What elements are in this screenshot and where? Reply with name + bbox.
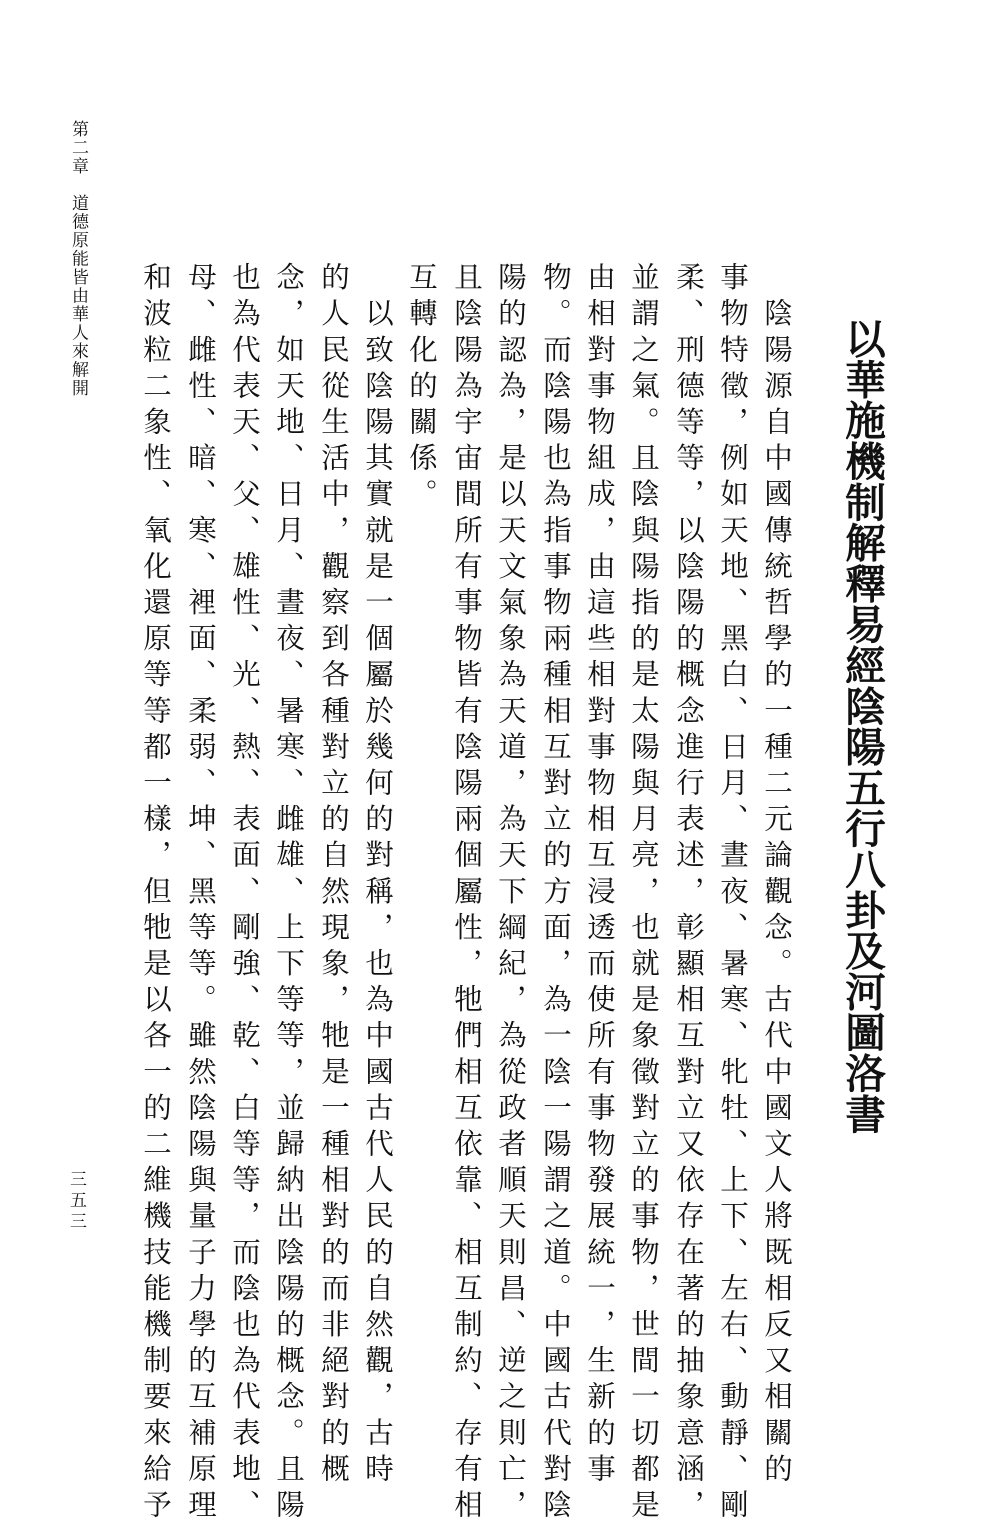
body-line-2: 事物特徵，例如天地、黑白、日月、晝夜、暑寒、牝牡、上下、左右、動靜、剛 [716,262,749,1526]
body-line-5: 由相對事物組成，由這些相對事物相互浸透而使所有事物發展統一，生新的事 [583,262,616,1490]
running-header: 第二章 道德原能皆由華人來解開 [68,120,88,398]
page-number: 三五三 [66,1170,86,1233]
body-line-11: 的人民從生活中，觀察到各種對立的自然現象，牠是一種相對的而非絕對的概 [317,262,350,1490]
body-line-6: 物。而陰陽也為指事物兩種相互對立的方面，為一陰一陽謂之道。中國古代對陰 [539,262,572,1526]
body-line-10: 以致陰陽其實就是一個屬於幾何的對稱，也為中國古代人民的自然觀，古時 [361,262,394,1490]
body-line-12: 念，如天地、日月、晝夜、暑寒、雌雄、上下等等，並歸納出陰陽的概念。且陽 [272,262,305,1526]
body-line-4: 並謂之氣。且陰與陽指的是太陽與月亮，也就是象徵對立的事物，世間一切都是 [627,262,660,1526]
body-line-13: 也為代表天、父、雄性、光、熱、表面、剛強、乾、白等等，而陰也為代表地、 [228,262,261,1526]
body-line-7: 陽的認為，是以天文氣象為天道，為天下綱紀，為從政者順天則昌、逆之則亡， [494,262,527,1526]
body-line-8: 且陰陽為宇宙間所有事物皆有陰陽兩個屬性，牠們相互依靠、相互制約、存有相 [450,262,483,1526]
body-line-1: 陰陽源自中國傳統哲學的一種二元論觀念。古代中國文人將既相反又相關的 [760,262,793,1490]
body-line-15: 和波粒二象性、氧化還原等等都一樣，但牠是以各一的二維機技能機制要來給予 [139,262,172,1526]
body-line-3: 柔、刑德等等，以陰陽的概念進行表述，彰顯相互對立又依存在著的抽象意涵， [672,262,705,1526]
body-line-14: 母、雌性、暗、寒、裡面、柔弱、坤、黑等等。雖然陰陽與量子力學的互補原理 [184,262,217,1526]
body-line-9: 互轉化的關係。 [405,262,438,515]
page-title: 以華施機制解釋易經陰陽五行八卦及河圖洛書 [838,318,886,1134]
